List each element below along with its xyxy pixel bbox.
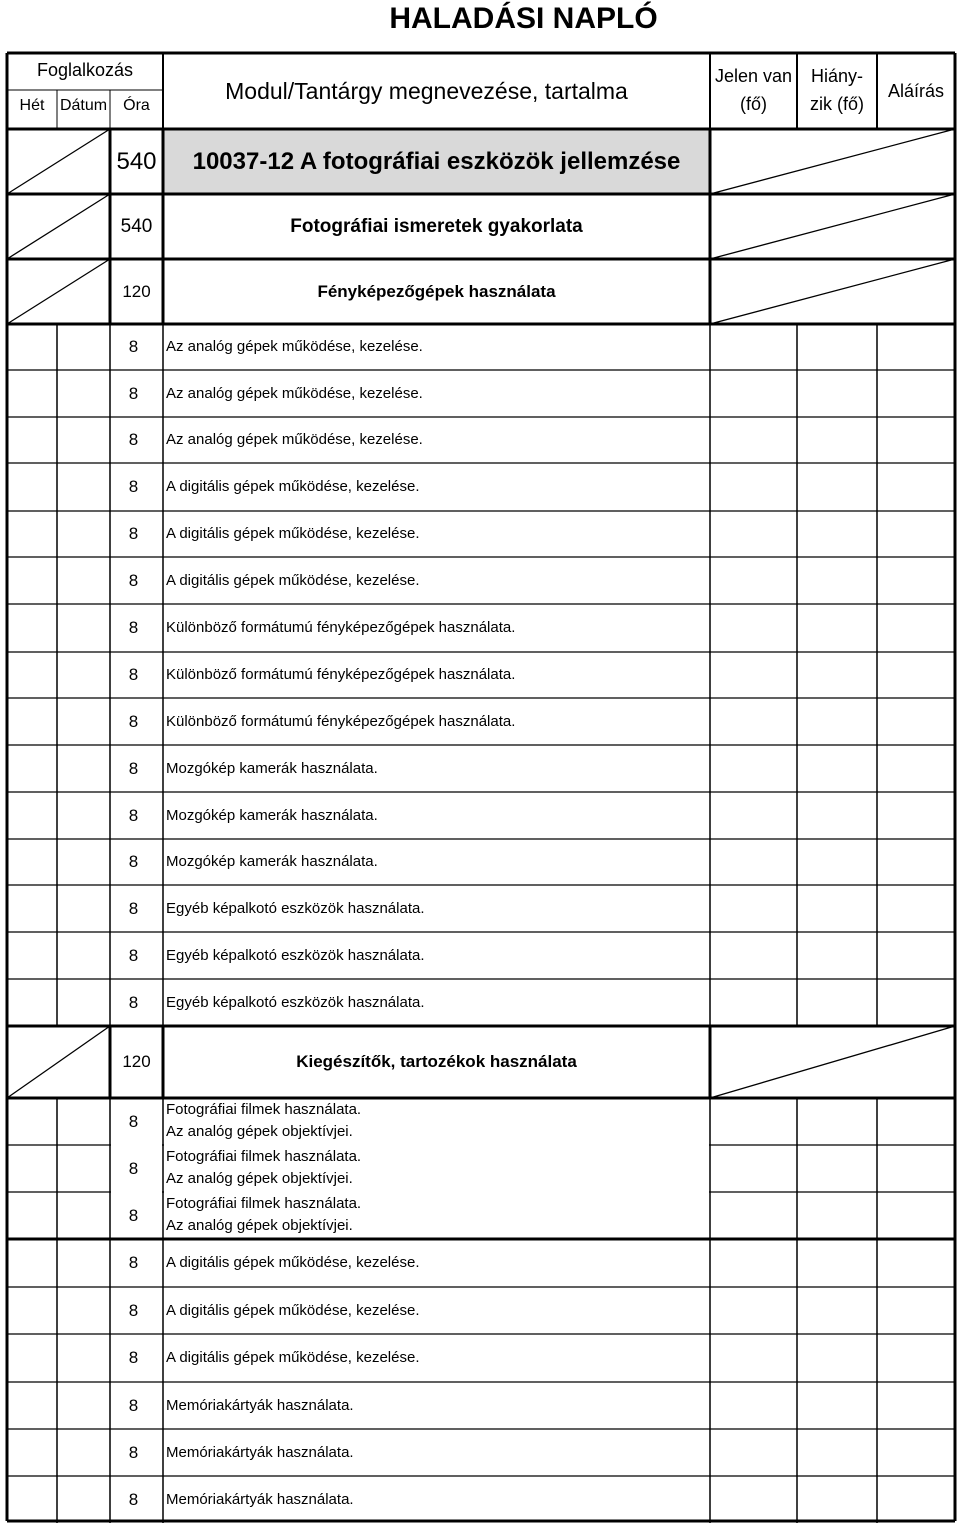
header-datum: Dátum xyxy=(59,97,108,114)
header-ora: Óra xyxy=(123,97,150,114)
row-hours: 8 xyxy=(128,1443,139,1462)
row-text-line1: Fotográfiai filmek használata. xyxy=(166,1148,362,1165)
row-text-line1: Fotográfiai filmek használata. xyxy=(166,1101,362,1118)
row-text: Az analóg gépek működése, kezelése. xyxy=(166,385,423,402)
row-hours: 8 xyxy=(128,665,139,684)
row-text: Egyéb képalkotó eszközök használata. xyxy=(166,994,425,1011)
row-hours: 8 xyxy=(128,1206,139,1225)
row-hours: 8 xyxy=(128,759,139,778)
section-diagonal xyxy=(7,194,110,259)
row-text: Mozgókép kamerák használata. xyxy=(166,807,378,824)
row-hours: 8 xyxy=(128,1348,139,1367)
row-text-line2: Az analóg gépek objektívjei. xyxy=(166,1170,353,1187)
row-text: Különböző formátumú fényképezőgépek használata. xyxy=(166,666,516,683)
row-text-line2: Az analóg gépek objektívjei. xyxy=(166,1217,353,1234)
section-hours: 120 xyxy=(122,282,151,301)
section-diagonal xyxy=(710,1026,955,1098)
row-hours: 8 xyxy=(128,1112,139,1131)
section-hours: 120 xyxy=(122,1052,151,1071)
row-hours: 8 xyxy=(128,712,139,731)
section-diagonal xyxy=(7,259,110,324)
row-hours: 8 xyxy=(128,337,139,356)
row-text: Egyéb képalkotó eszközök használata. xyxy=(166,947,425,964)
row-hours: 8 xyxy=(128,946,139,965)
row-text: A digitális gépek működése, kezelése. xyxy=(166,478,420,495)
row-hours: 8 xyxy=(128,618,139,637)
page-title: HALADÁSI NAPLÓ xyxy=(389,2,658,35)
row-hours: 8 xyxy=(128,571,139,590)
header-het: Hét xyxy=(19,97,45,114)
row-text: Mozgókép kamerák használata. xyxy=(166,760,378,777)
header-alairas: Aláírás xyxy=(887,81,945,101)
row-hours: 8 xyxy=(128,806,139,825)
header-jelen-2: (fő) xyxy=(740,94,767,114)
section-title: Kiegészítők, tartozékok használata xyxy=(296,1052,577,1071)
section-diagonal xyxy=(710,129,955,194)
row-text: A digitális gépek működése, kezelése. xyxy=(166,1349,420,1366)
section-hours: 540 xyxy=(116,148,157,175)
row-hours: 8 xyxy=(128,524,139,543)
section-diagonal xyxy=(7,129,110,194)
row-hours: 8 xyxy=(128,430,139,449)
section-hours: 540 xyxy=(120,216,153,237)
row-text-line2: Az analóg gépek objektívjei. xyxy=(166,1123,353,1140)
section-title: Fényképezőgépek használata xyxy=(317,282,556,301)
header-modul: Modul/Tantárgy megnevezése, tartalma xyxy=(225,78,628,104)
header-foglalkozas: Foglalkozás xyxy=(36,60,134,80)
row-hours: 8 xyxy=(128,1490,139,1509)
row-text: Az analóg gépek működése, kezelése. xyxy=(166,338,423,355)
header-hiany-2: zik (fő) xyxy=(810,94,864,114)
row-hours: 8 xyxy=(128,1301,139,1320)
section-title: 10037-12 A fotográfiai eszközök jellemzése xyxy=(192,148,681,175)
row-text: Memóriakártyák használata. xyxy=(166,1444,354,1461)
row-hours: 8 xyxy=(128,993,139,1012)
row-text: A digitális gépek működése, kezelése. xyxy=(166,525,420,542)
header-hiany-1: Hiány- xyxy=(810,66,863,86)
section-diagonal xyxy=(7,1026,110,1098)
row-text: Memóriakártyák használata. xyxy=(166,1397,354,1414)
row-text: Különböző formátumú fényképezőgépek használata. xyxy=(166,619,516,636)
row-hours: 8 xyxy=(128,477,139,496)
row-text: A digitális gépek működése, kezelése. xyxy=(166,572,420,589)
row-text: A digitális gépek működése, kezelése. xyxy=(166,1302,420,1319)
header-jelen-1: Jelen van xyxy=(714,66,793,86)
row-text: Mozgókép kamerák használata. xyxy=(166,853,378,870)
row-hours: 8 xyxy=(128,1253,139,1272)
section-title: Fotográfiai ismeretek gyakorlata xyxy=(290,216,583,237)
row-hours: 8 xyxy=(128,1396,139,1415)
row-text: Memóriakártyák használata. xyxy=(166,1491,354,1508)
row-text: Az analóg gépek működése, kezelése. xyxy=(166,431,423,448)
section-diagonal xyxy=(710,259,955,324)
row-hours: 8 xyxy=(128,1159,139,1178)
row-hours: 8 xyxy=(128,384,139,403)
row-text-line1: Fotográfiai filmek használata. xyxy=(166,1195,362,1212)
row-hours: 8 xyxy=(128,852,139,871)
section-diagonal xyxy=(710,194,955,259)
row-hours: 8 xyxy=(128,899,139,918)
row-text: A digitális gépek működése, kezelése. xyxy=(166,1254,420,1271)
row-text: Különböző formátumú fényképezőgépek használata. xyxy=(166,713,516,730)
row-text: Egyéb képalkotó eszközök használata. xyxy=(166,900,425,917)
